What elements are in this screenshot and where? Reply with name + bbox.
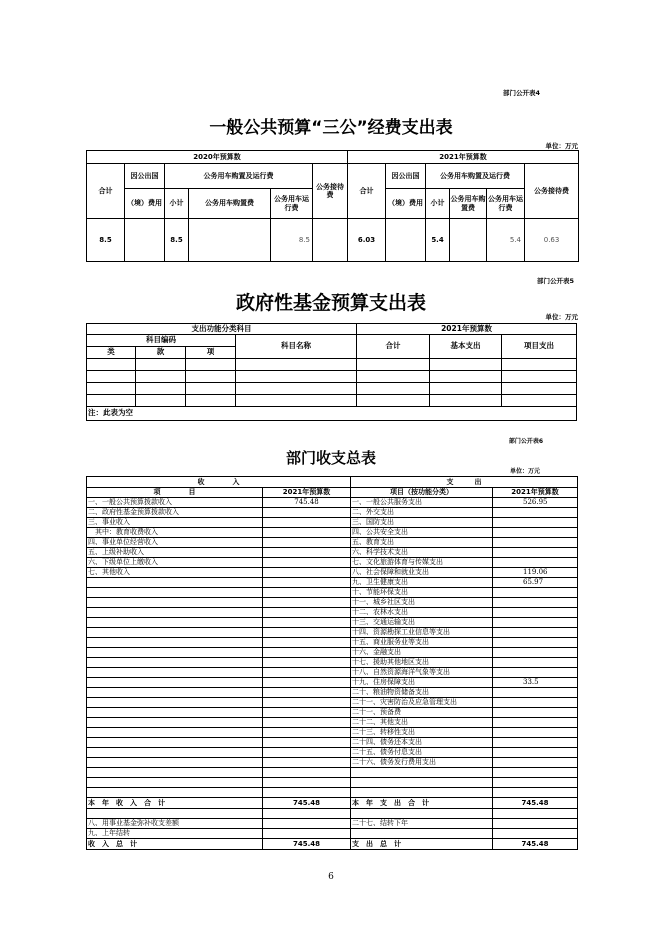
subject-name-header: 科目名称: [236, 335, 357, 359]
expense-item: 三、国防支出: [351, 518, 493, 528]
income-value: [263, 598, 351, 608]
car-group-header-2021: 公务用车购置及运行费: [426, 164, 525, 189]
table-row: [87, 718, 578, 728]
income-value: [263, 778, 351, 788]
table5-unit: 单位：万元: [545, 313, 578, 321]
table-row: [87, 383, 577, 395]
income-value: [263, 568, 351, 578]
table-row: [87, 568, 578, 578]
table-row: [87, 698, 578, 708]
income-item: [87, 628, 263, 638]
section-header: 款: [136, 347, 186, 359]
expense-value: [493, 738, 578, 748]
table-row: [87, 678, 578, 688]
income-item: [87, 748, 263, 758]
expense-item: 十七、援助其他地区支出: [351, 658, 493, 668]
table-row: [87, 618, 578, 628]
income-item: [87, 668, 263, 678]
table-row: [87, 819, 578, 829]
category-header: 类: [87, 347, 136, 359]
page-number: 6: [328, 872, 334, 882]
table-row: [87, 528, 578, 538]
basic-expense-header: 基本支出: [430, 335, 502, 359]
income-value: [263, 768, 351, 778]
expense-item: 四、公共安全支出: [351, 528, 493, 538]
income-value: [263, 648, 351, 658]
abroad-header-2021: 因公出国: [386, 164, 426, 189]
income-value: [263, 628, 351, 638]
expense-value: [493, 558, 578, 568]
expense-item: [351, 788, 493, 798]
expense-value: 33.5: [493, 678, 578, 688]
income-value: [263, 698, 351, 708]
expense-value: [493, 698, 578, 708]
table-row: [87, 839, 578, 850]
func-class-header: 支出功能分类科目: [87, 324, 357, 335]
abroad-2020-value: [125, 219, 165, 262]
expense-item: 一、一般公共服务支出: [351, 498, 493, 508]
income-item: [87, 698, 263, 708]
expense-value: [493, 728, 578, 738]
year-income-total-label: 本 年 收 入 合 计: [87, 798, 263, 809]
expense-value: [493, 648, 578, 658]
expense-item: 十三、交通运输支出: [351, 618, 493, 628]
year-2021-header: 2021年预算数: [348, 151, 579, 164]
income-value: [263, 668, 351, 678]
expense-grand-total: 745.48: [493, 839, 578, 850]
expense-item: 八、社会保障和就业支出: [351, 568, 493, 578]
total-header-2021: 合计: [348, 164, 386, 219]
gov-fund-expense-table: [86, 323, 577, 421]
expense-value: [493, 588, 578, 598]
total-header-2020: 合计: [87, 164, 125, 219]
table-row: [87, 658, 578, 668]
expense-item: 十四、资源勘探工业信息等支出: [351, 628, 493, 638]
expense-item: 五、教育支出: [351, 538, 493, 548]
abroad-header-2020: 因公出国: [125, 164, 165, 189]
year-2020-header: 2020年预算数: [87, 151, 348, 164]
expense-value: [493, 658, 578, 668]
table-row: [87, 778, 578, 788]
reception-header-2021: 公务接待费: [525, 164, 579, 219]
expense-value: [493, 638, 578, 648]
income-grand-total-label: 收 入 总 计: [87, 839, 263, 850]
income-item: [87, 598, 263, 608]
table-row: [87, 538, 578, 548]
income-value: [263, 718, 351, 728]
table-row: [87, 588, 578, 598]
carry-over-label: 二十七、结转下年: [351, 819, 493, 829]
abroad-fee-header-2021: （境）费用: [386, 189, 426, 219]
income-value: [263, 518, 351, 528]
expense-item: 二十三、转移性支出: [351, 728, 493, 738]
income-item: 六、下级单位上缴收入: [87, 558, 263, 568]
income-item: [87, 708, 263, 718]
table-row: [87, 758, 578, 768]
table4-title: 一般公共预算“三公”经费支出表: [209, 118, 453, 138]
income-value: [263, 508, 351, 518]
income-value: [263, 758, 351, 768]
table-row: [87, 498, 578, 508]
subtotal-2021-value: 5.4: [426, 219, 450, 262]
table5-note: 注：此表为空: [87, 407, 577, 421]
car-purchase-header-2021: 公务用车购置费: [450, 189, 487, 219]
income-item: [87, 788, 263, 798]
table-row: [87, 518, 578, 528]
table-row: [87, 788, 578, 798]
income-value: [263, 748, 351, 758]
blank-cell: [87, 809, 263, 819]
income-value: [263, 588, 351, 598]
blank-cell: [493, 829, 578, 839]
expense-value: [493, 518, 578, 528]
table5-tag: 部门公开表5: [536, 277, 574, 285]
expense-value: [493, 548, 578, 558]
expense-value: [493, 768, 578, 778]
subject-code-header: 科目编码: [87, 335, 236, 347]
expense-item: 二十六、债务发行费用支出: [351, 758, 493, 768]
table-row: [87, 608, 578, 618]
expense-value: [493, 628, 578, 638]
run-2021-value: 5.4: [487, 219, 525, 262]
expense-item: 二十一、灾害防治及应急管理支出: [351, 698, 493, 708]
income-item: [87, 768, 263, 778]
table-row: [87, 395, 577, 407]
expense-item: 十一、城乡社区支出: [351, 598, 493, 608]
income-header: 收 入: [87, 477, 351, 488]
car-run-header-2020: 公务用车运行费: [271, 189, 313, 219]
carry-over-value: [493, 819, 578, 829]
table-row: [87, 708, 578, 718]
surplus-label: 八、用事业基金弥补收支差额: [87, 819, 263, 829]
expense-value: [493, 598, 578, 608]
expense-value: [493, 528, 578, 538]
reception-header-2020: 公务接待费: [313, 164, 348, 219]
income-item: [87, 778, 263, 788]
table-row: [87, 648, 578, 658]
expense-item: 七、文化旅游体育与传媒支出: [351, 558, 493, 568]
expense-budget-header: 2021年预算数: [493, 488, 578, 498]
income-value: [263, 608, 351, 618]
reception-2021-value: 0.63: [525, 219, 579, 262]
expense-item: 十六、金融支出: [351, 648, 493, 658]
expense-value: [493, 538, 578, 548]
income-item: 三、事业收入: [87, 518, 263, 528]
income-item: [87, 728, 263, 738]
income-item: [87, 588, 263, 598]
income-item: [87, 618, 263, 628]
income-item: [87, 578, 263, 588]
income-expense-total-table: [86, 476, 578, 850]
expense-value: 65.97: [493, 578, 578, 588]
expense-item: 二十四、债务还本支出: [351, 738, 493, 748]
year-budget-header: 2021年预算数: [357, 324, 577, 335]
run-2020-value: 8.5: [271, 219, 313, 262]
income-value: [263, 638, 351, 648]
expense-value: [493, 708, 578, 718]
expense-item: 二十五、债务付息支出: [351, 748, 493, 758]
table4-tag: 部门公开表4: [502, 89, 540, 97]
blank-cell: [351, 829, 493, 839]
blank-cell: [351, 809, 493, 819]
income-item: [87, 688, 263, 698]
income-value: [263, 658, 351, 668]
blank-cell: [493, 809, 578, 819]
income-item: [87, 758, 263, 768]
income-item: 四、事业单位经营收入: [87, 538, 263, 548]
table-row: [87, 829, 578, 839]
table5-title: 政府性基金预算支出表: [235, 292, 426, 314]
income-value: [263, 788, 351, 798]
income-item: 一、一般公共预算拨款收入: [87, 498, 263, 508]
expense-value: [493, 608, 578, 618]
table-row: [87, 748, 578, 758]
expense-value: [493, 778, 578, 788]
expense-item: 十二、农林水支出: [351, 608, 493, 618]
expense-value: [493, 748, 578, 758]
table-row: [87, 628, 578, 638]
income-item-header: 项 目: [87, 488, 263, 498]
car-purchase-header-2020: 公务用车购置费: [189, 189, 271, 219]
purchase-2020-value: [189, 219, 271, 262]
income-item: [87, 738, 263, 748]
expense-item: 十九、住房保障支出: [351, 678, 493, 688]
expense-value: 526.95: [493, 498, 578, 508]
table6-tag: 部门公开表6: [508, 438, 543, 445]
table-row: [87, 578, 578, 588]
year-income-total: 745.48: [263, 798, 351, 809]
item-header: 项: [186, 347, 236, 359]
purchase-2021-value: [450, 219, 487, 262]
income-item: 其中：教育收费收入: [87, 528, 263, 538]
expense-value: [493, 618, 578, 628]
car-run-header-2021: 公务用车运行费: [487, 189, 525, 219]
abroad-2021-value: [386, 219, 426, 262]
income-value: [263, 678, 351, 688]
total-header: 合计: [357, 335, 430, 359]
income-item: [87, 718, 263, 728]
expense-item: 十八、自然资源海洋气象等支出: [351, 668, 493, 678]
table-row: [87, 809, 578, 819]
table6-unit: 单位：万元: [509, 468, 540, 475]
subtotal-2020-value: 8.5: [165, 219, 189, 262]
three-public-expenses-table: [86, 150, 579, 262]
expense-value: [493, 758, 578, 768]
table4-unit: 单位：万元: [545, 142, 578, 150]
income-item: [87, 678, 263, 688]
table6-title: 部门收支总表: [285, 449, 376, 467]
income-item: [87, 658, 263, 668]
income-item: [87, 638, 263, 648]
year-expense-total-label: 本 年 支 出 合 计: [351, 798, 493, 809]
expense-header: 支 出: [351, 477, 578, 488]
expense-item: 二十二、其他支出: [351, 718, 493, 728]
reception-2020-value: [313, 219, 348, 262]
income-item: 七、其他收入: [87, 568, 263, 578]
project-expense-header: 项目支出: [502, 335, 577, 359]
expense-value: [493, 788, 578, 798]
expense-value: [493, 688, 578, 698]
expense-value: [493, 508, 578, 518]
expense-item: 二十、粮油物资储备支出: [351, 688, 493, 698]
expense-item: 六、科学技术支出: [351, 548, 493, 558]
income-value: [263, 688, 351, 698]
expense-value: [493, 668, 578, 678]
income-value: [263, 538, 351, 548]
income-item: 二、政府性基金预算拨款收入: [87, 508, 263, 518]
table-row: [87, 728, 578, 738]
surplus-value: [263, 819, 351, 829]
table-row: [87, 768, 578, 778]
income-value: [263, 728, 351, 738]
expense-value: [493, 718, 578, 728]
income-value: 745.48: [263, 498, 351, 508]
blank-cell: [263, 809, 351, 819]
table-row: [87, 508, 578, 518]
income-value: [263, 738, 351, 748]
subtotal-header-2020: 小计: [165, 189, 189, 219]
income-value: [263, 708, 351, 718]
expense-item: 十、节能环保支出: [351, 588, 493, 598]
expense-item-header: 项目（按功能分类）: [351, 488, 493, 498]
table-row: [87, 359, 577, 371]
expense-item: 二十一、预备费: [351, 708, 493, 718]
income-budget-header: 2021年预算数: [263, 488, 351, 498]
income-grand-total: 745.48: [263, 839, 351, 850]
prev-carry-value: [263, 829, 351, 839]
expense-item: 二、外交支出: [351, 508, 493, 518]
expense-grand-total-label: 支 出 总 计: [351, 839, 493, 850]
income-value: [263, 558, 351, 568]
table-row: [87, 598, 578, 608]
subtotal-header-2021: 小计: [426, 189, 450, 219]
table-row: [87, 668, 578, 678]
table-row: [87, 688, 578, 698]
income-value: [263, 578, 351, 588]
total-2020-value: 8.5: [87, 219, 125, 262]
prev-carry-label: 九、上年结转: [87, 829, 263, 839]
abroad-fee-header-2020: （境）费用: [125, 189, 165, 219]
total-2021-value: 6.03: [348, 219, 386, 262]
year-expense-total: 745.48: [493, 798, 578, 809]
table-row: [87, 738, 578, 748]
income-item: [87, 648, 263, 658]
table-row: [87, 638, 578, 648]
expense-item: [351, 778, 493, 788]
table-row: [87, 548, 578, 558]
expense-item: [351, 768, 493, 778]
car-group-header-2020: 公务用车购置及运行费: [165, 164, 313, 189]
table-row: [87, 798, 578, 809]
expense-item: 十五、商业服务业等支出: [351, 638, 493, 648]
table-row: [87, 558, 578, 568]
income-value: [263, 528, 351, 538]
income-item: [87, 608, 263, 618]
expense-value: 119.06: [493, 568, 578, 578]
income-value: [263, 618, 351, 628]
expense-item: 九、卫生健康支出: [351, 578, 493, 588]
income-item: 五、上级补助收入: [87, 548, 263, 558]
table-row: [87, 371, 577, 383]
income-value: [263, 548, 351, 558]
